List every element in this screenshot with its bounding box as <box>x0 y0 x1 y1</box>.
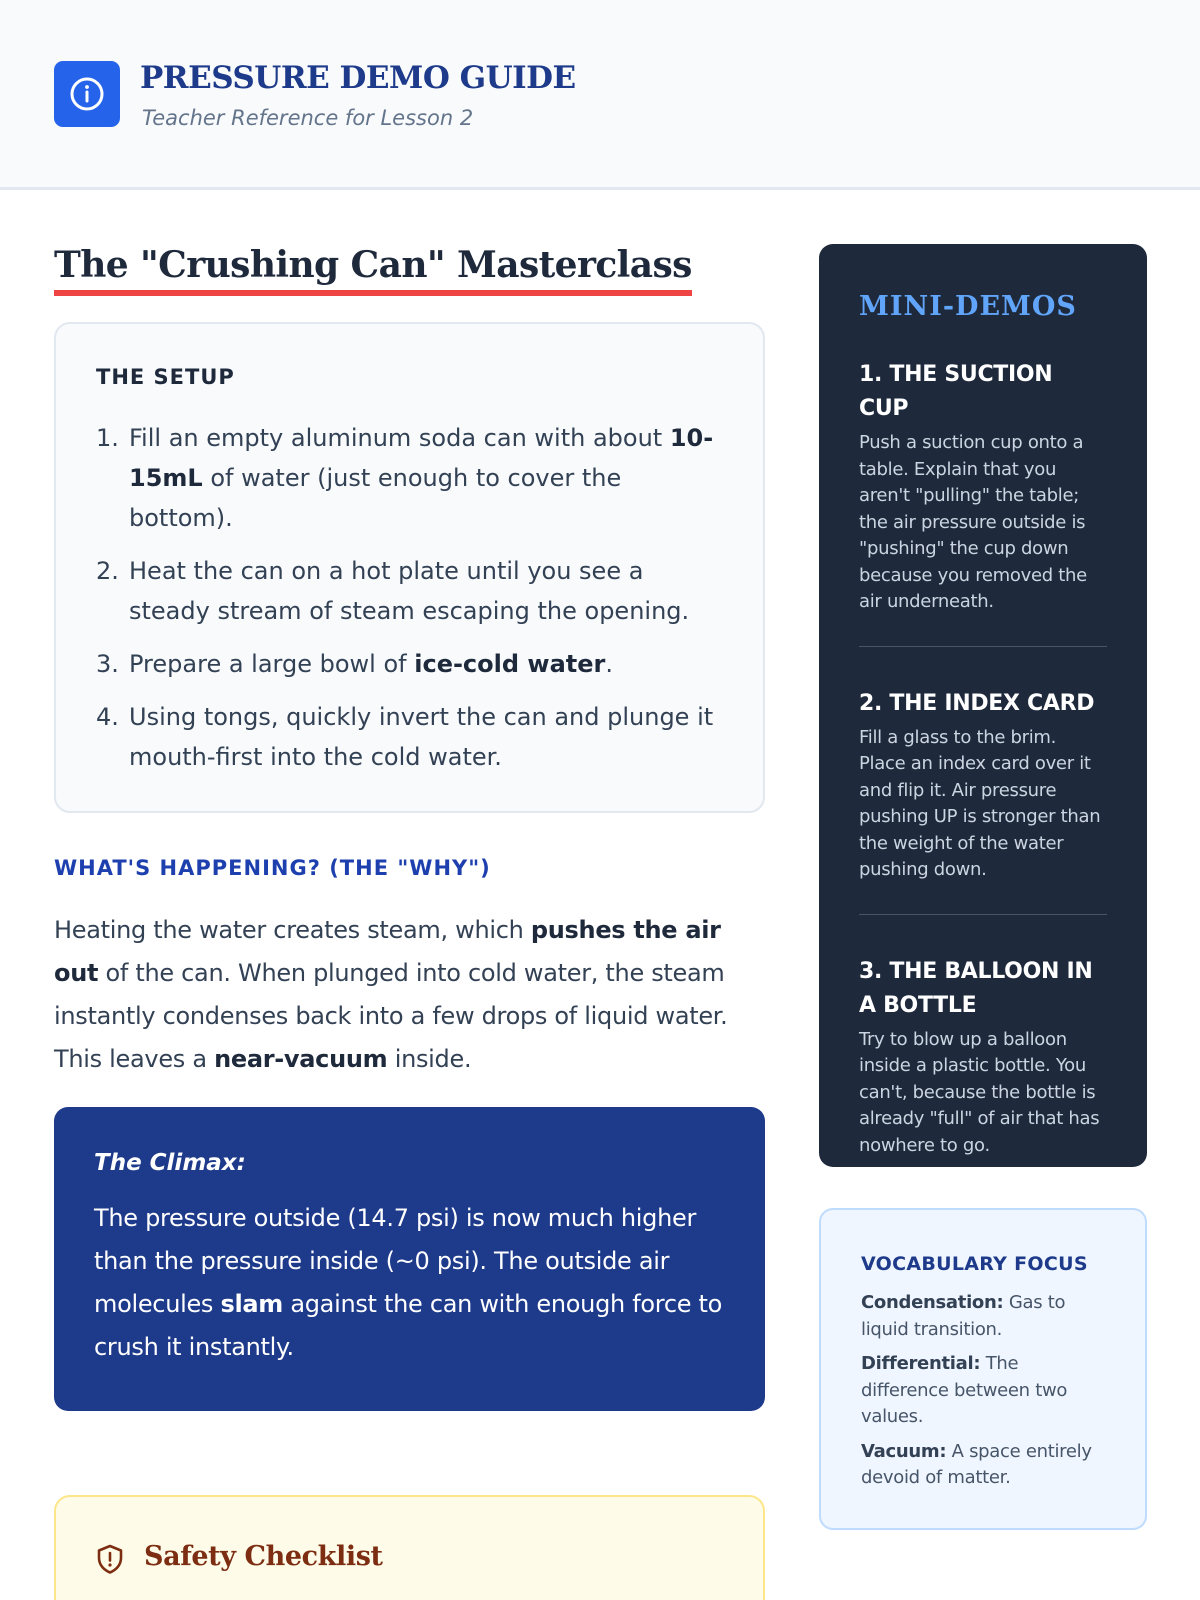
step-number: 2. <box>96 557 119 585</box>
setup-step <box>96 697 723 777</box>
vocab-list <box>861 1290 1105 1492</box>
setup-step <box>96 551 723 631</box>
shield-icon <box>96 1544 124 1574</box>
step-text: Heat the can on a hot plate until you see a steady stream of steam escaping the opening. <box>129 557 690 625</box>
setup-heading: THE SETUP <box>96 365 235 389</box>
step-text: Using tongs, quickly invert the can and plunge it mouth-first into the cold water. <box>129 703 714 771</box>
demo-description: Push a suction cup onto a table. Explain that you aren't "pulling" the table; the air pressure outside is "pushing" the cup down because you removed the air underneath. <box>859 432 1087 612</box>
demo-item <box>859 646 1107 884</box>
vocab-term: Condensation: <box>861 1292 1004 1313</box>
step-number: 4. <box>96 703 119 731</box>
demo-title: 2. THE INDEX CARD <box>859 690 1095 716</box>
why-heading: WHAT'S HAPPENING? (THE "WHY") <box>54 856 491 880</box>
setup-steps <box>96 418 723 777</box>
water-amount: 10-15mL <box>129 424 714 492</box>
why-explanation: Heating the water creates steam, which pushes the air out of the can. When plunged into cold water, the steam instantly condenses back into a few drops of liquid water. This leaves a near-vacuum inside. <box>54 916 728 1073</box>
mini-demos-sidebar <box>819 244 1147 1167</box>
demo-item <box>859 914 1107 1160</box>
demo-title: 3. THE BALLOON IN A BOTTLE <box>859 958 1093 1018</box>
demo-description: Try to blow up a balloon inside a plastic bottle. You can't, because the bottle is already "full" of air that has nowhere to go. <box>859 1028 1100 1156</box>
vocab-item: Condensation: Gas to liquid transition. <box>861 1292 1066 1340</box>
climax-callout <box>54 1107 765 1411</box>
logo-badge <box>54 61 120 127</box>
page-header <box>0 0 1200 190</box>
step-text: Prepare a large bowl of ice-cold water. <box>129 650 613 678</box>
info-icon <box>69 76 105 112</box>
vocab-term: Differential: <box>861 1353 981 1374</box>
guide-subtitle: Teacher Reference for Lesson 2 <box>142 106 474 130</box>
guide-title: PRESSURE DEMO GUIDE <box>140 60 576 96</box>
vocab-term: Vacuum: <box>861 1440 947 1462</box>
climax-body: The pressure outside (14.7 psi) is now much higher than the pressure inside (~0 psi). The outside air molecules slam against the can with enough force to crush it instantly. <box>94 1204 723 1361</box>
vocabulary-card <box>819 1208 1147 1530</box>
setup-card <box>54 322 765 813</box>
main-content <box>54 240 765 1411</box>
demo-title: 1. THE SUCTION CUP <box>859 362 1053 421</box>
climax-title: The Climax: <box>94 1150 246 1176</box>
setup-step <box>96 644 723 684</box>
setup-step <box>96 418 723 538</box>
demo-description: Fill a glass to the brim. Place an index card over it and flip it. Air pressure pushing UP is stronger than the weight of the water pushing down. <box>859 726 1101 880</box>
step-text: Fill an empty aluminum soda can with about 10-15mL of water (just enough to cover the bottom). <box>129 424 714 532</box>
ice-water-emphasis: ice-cold water <box>414 650 606 678</box>
vocab-title: VOCABULARY FOCUS <box>861 1253 1088 1275</box>
safety-title: Safety Checklist <box>144 1541 383 1572</box>
vocab-item: Differential: The difference between two values. <box>861 1353 1068 1427</box>
sidebar-title: MINI-DEMOS <box>859 291 1077 322</box>
safety-checklist-card <box>54 1495 765 1600</box>
demo-list <box>859 352 1107 1159</box>
vocab-item: Vacuum: A space entirely devoid of matter. <box>861 1440 1092 1488</box>
page-title: The "Crushing Can" Masterclass <box>54 240 692 296</box>
demo-item <box>859 352 1107 616</box>
step-number: 3. <box>96 650 119 678</box>
step-number: 1. <box>96 424 119 452</box>
